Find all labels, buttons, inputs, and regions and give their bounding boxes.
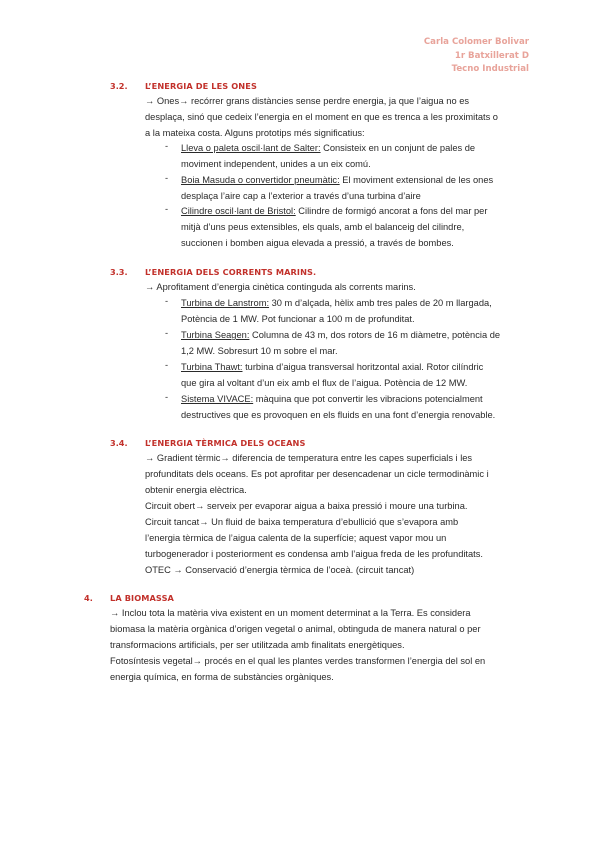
bullet-dash: - <box>165 360 169 370</box>
item-term: Turbina Thawt: <box>181 362 243 372</box>
bullet-dash: - <box>165 328 169 338</box>
item-term: Turbina Seagen: <box>181 330 250 340</box>
paragraph-line: biomasa la matèria orgànica d’origen vegetal o animal, obtinguda de manera natural o per <box>110 624 481 634</box>
list-item <box>181 173 493 189</box>
bullet-dash: - <box>165 392 169 402</box>
item-text: El moviment extensional de les ones <box>339 175 494 185</box>
list-item <box>181 328 500 344</box>
paragraph-line: transformacions artificials, per ser utilitzada amb finalitats energètiques. <box>110 640 405 650</box>
bullet-dash: - <box>165 173 169 183</box>
section-title: L’ENERGIA DE LES ONES <box>145 81 257 91</box>
list-item <box>181 296 492 312</box>
item-term: Boia Masuda o convertidor pneumàtic: <box>181 175 340 185</box>
section-title: L’ENERGIA TÈRMICA DELS OCEANS <box>145 438 306 448</box>
bullet-dash: - <box>165 141 169 151</box>
item-text: Columna de 43 m, dos rotors de 16 m diàmetre, potència de <box>249 330 501 340</box>
item-term: Cilindre oscil·lant de Bristol: <box>181 206 296 216</box>
paragraph-line: profunditats dels oceans. Es pot aprofitar per desencadenar un cicle termodinàmic i <box>145 469 489 479</box>
list-item-line: moviment independent, unides a un eix comú. <box>181 159 371 169</box>
list-item-line: Potència de 1 MW. Pot funcionar a 100 m de profunditat. <box>181 314 415 324</box>
paragraph-line: obtenir energia elèctrica. <box>145 485 247 495</box>
section-number: 3.2. <box>110 81 128 91</box>
course-name: 1r Batxillerat D <box>454 50 529 61</box>
subject-name: Tecno Industrial <box>451 64 529 75</box>
section-title: LA BIOMASSA <box>110 593 174 603</box>
section-number: 3.3. <box>110 267 128 277</box>
list-item-line: 1,2 MW. Sobresurt 10 m sobre el mar. <box>181 346 338 356</box>
page-header <box>424 36 529 77</box>
paragraph-line: → Gradient tèrmic→ diferencia de temperatura entre les capes superficials i les <box>145 453 473 463</box>
paragraph-line: OTEC → Conservació d’energia tèrmica de l’oceà. (circuit tancat) <box>145 565 415 575</box>
paragraph-line: desplaça, sinó que cedeix l’energia en el moment en que es trenca a les proximitats o <box>145 112 498 122</box>
section-title: L’ENERGIA DELS CORRENTS MARINS. <box>145 267 317 277</box>
paragraph-line: turbogenerador i posteriorment es condensa amb l’aigua freda de les profunditats. <box>145 549 483 559</box>
paragraph-line: Circuit tancat→ Un fluid de baixa temperatura d’ebullició que s’evapora amb <box>145 517 459 527</box>
paragraph-line: → Aprofitament d’energia cinètica continguda als corrents marins. <box>145 282 416 292</box>
item-term: Lleva o paleta oscil·lant de Salter: <box>181 143 321 153</box>
item-term: Turbina de Lanstrom: <box>181 298 270 308</box>
paragraph-line: → Ones→ recórrer grans distàncies sense perdre energia, ja que l’aigua no es <box>145 96 470 106</box>
item-text: 30 m d’alçada, hèlix amb tres pales de 20 m llargada, <box>269 298 492 308</box>
section-number: 4. <box>84 593 93 603</box>
list-item <box>181 360 483 376</box>
paragraph-line: a la mateixa costa. Alguns prototips més significatius: <box>145 128 365 138</box>
list-item <box>181 141 475 157</box>
list-item-line: que gira al voltant d’un eix amb el flux de l’aigua. Potència de 12 MW. <box>181 378 468 388</box>
list-item-line: mitjà d’uns peus extensibles, els quals, amb el balanceig del cilindre, <box>181 222 465 232</box>
list-item <box>181 392 483 408</box>
item-text: Cilindre de formigó ancorat a fons del mar per <box>295 206 488 216</box>
item-text: Consisteix en un conjunt de pales de <box>320 143 476 153</box>
section-number: 3.4. <box>110 438 128 448</box>
paragraph-line: Fotosíntesis vegetal→ procés en el qual les plantes verdes transformen l’energia del sol en <box>110 656 486 666</box>
list-item-line: desplaça l’aire cap a l’exterior a través d’una turbina d’aire <box>181 191 421 201</box>
list-item <box>181 204 487 220</box>
item-text: turbina d’aigua transversal horitzontal axial. Rotor cilíndric <box>242 362 484 372</box>
paragraph-line: energia química, en forma de substàncies orgàniques. <box>110 672 334 682</box>
list-item-line: destructives que es provoquen en els fluids en una font d’energia renovable. <box>181 410 496 420</box>
list-item-line: succionen i bomben aigua elevada a pressió, a través de bombes. <box>181 238 454 248</box>
paragraph-line: l’energia tèrmica de l’aigua calenta de la superfície; aquest vapor mou un <box>145 533 447 543</box>
author-name: Carla Colomer Bolivar <box>423 37 529 47</box>
paragraph-line: Circuit obert→ serveix per evaporar aigua a baixa pressió i moure una turbina. <box>145 501 468 511</box>
bullet-dash: - <box>165 296 169 306</box>
paragraph-line: → Inclou tota la matèria viva existent en un moment determinat a la Terra. Es considera <box>110 608 471 618</box>
item-text: màquina que pot convertir les vibracions potencialment <box>253 394 483 404</box>
bullet-dash: - <box>165 204 169 214</box>
item-term: Sistema VIVACE: <box>181 394 254 404</box>
